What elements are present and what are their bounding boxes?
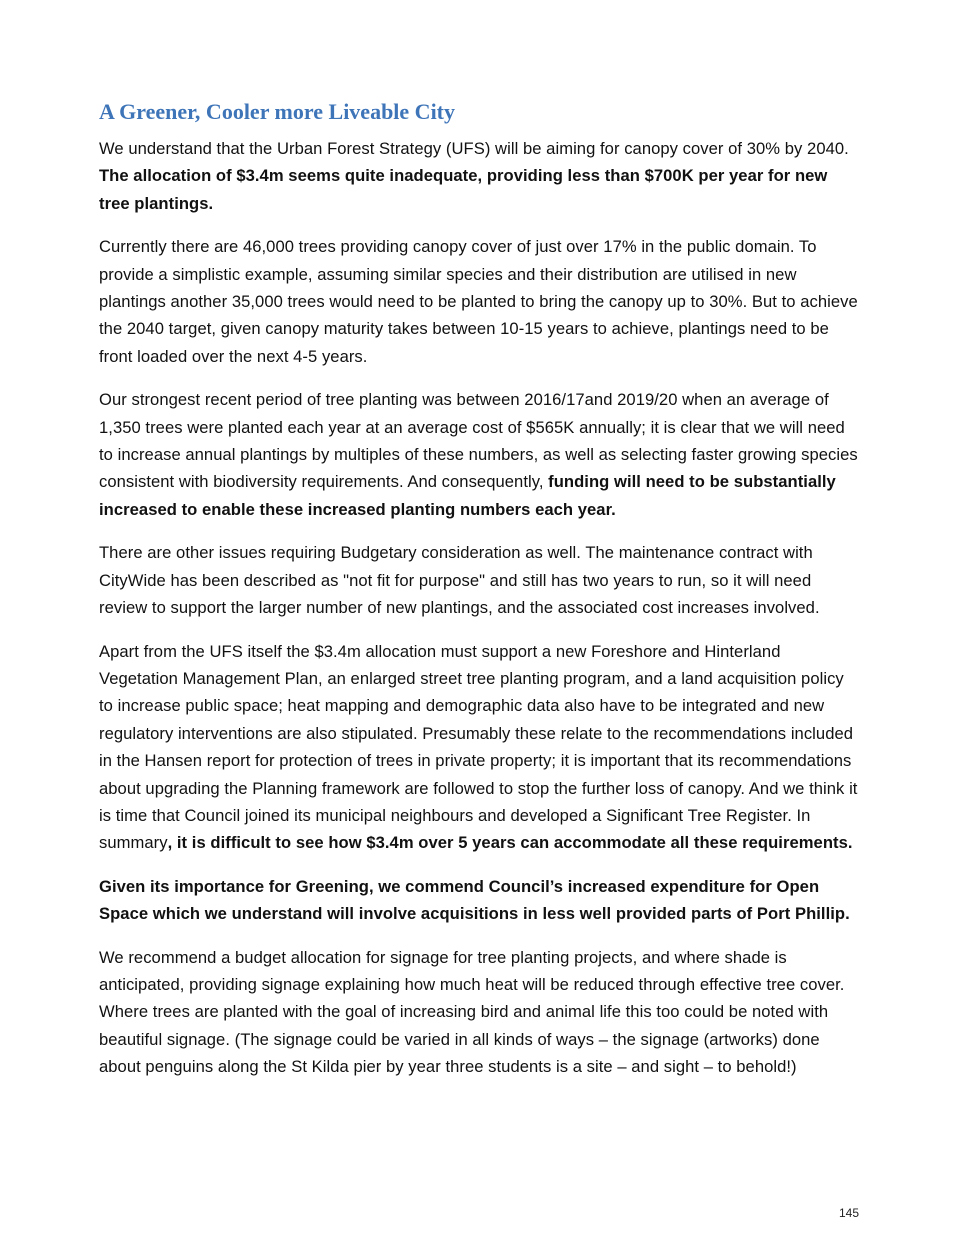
- paragraph-planting-history: [99, 386, 861, 523]
- paragraph-text: There are other issues requiring Budgetary consideration as well. The maintenance contract with CityWide has been described as "not fit for purpose" and still has two years to run, so it will need review to support the larger number of new plantings, and the associated cost increases involved.: [99, 543, 820, 618]
- paragraph-text: Currently there are 46,000 trees providing canopy cover of just over 17% in the public domain. To provide a simplistic example, assuming similar species and their distribution are utilised in new plantings another 35,000 trees would need to be planted to bring the canopy up to 30%. But to achieve the 2040 target, given canopy maturity takes between 10-15 years to achieve, plantings need to be front loaded over the next 4-5 years.: [99, 237, 858, 366]
- paragraph-bold-text: The allocation of $3.4m seems quite inadequate, providing less than $700K per year for new tree plantings.: [99, 166, 828, 213]
- section-heading: A Greener, Cooler more Liveable City: [99, 99, 456, 124]
- paragraph-allocation-requirements: [99, 638, 861, 857]
- paragraph-bold-text: Given its importance for Greening, we commend Council’s increased expenditure for Open Space which we understand will involve acquisitions in less well provided parts of Port Phillip.: [99, 876, 850, 924]
- paragraph-bold-text: funding will need to be substantially increased to enable these increased planting numbers each year.: [99, 472, 836, 519]
- paragraph-maintenance-contract: [99, 539, 861, 621]
- page-number: 145: [838, 1206, 859, 1220]
- paragraph-text: We recommend a budget allocation for signage for tree planting projects, and where shade is anticipated, providing signage explaining how much heat will be reduced through effective tree cover. Where trees are planted with the goal of increasing bird and animal life this too could be noted with beautiful signage. (The signage could be varied in all kinds of ways – the signage (artworks) done about penguins along the St Kilda pier by year three students is a site – and sight – to behold!): [99, 947, 845, 1077]
- paragraph-current-trees: [99, 233, 861, 370]
- paragraph-ufs-target: [99, 135, 861, 217]
- paragraph-signage: [99, 944, 861, 1081]
- paragraph-text: We understand that the Urban Forest Strategy (UFS) will be aiming for canopy cover of 30% by 2040.: [99, 139, 849, 158]
- paragraph-text: Apart from the UFS itself the $3.4m allocation must support a new Foreshore and Hinterland Vegetation Management Plan, an enlarged street tree planting program, and a land acquisition policy to increase public space; heat mapping and demographic data also have to be integrated and new regulatory interventions are also stipulated. Presumably these relate to the recommendations included in the Hansen report for protection of trees in private property; it is important that its recommendations about upgrading the Planning framework are followed to stop the further loss of canopy. And we think it is time that Council joined its municipal neighbours and developed a Significant Tree Register. In summary: [99, 641, 858, 853]
- paragraph-bold-text: , it is difficult to see how $3.4m over 5 years can accommodate all these requirements.: [167, 833, 853, 853]
- document-page: [99, 98, 861, 1097]
- paragraph-text: Our strongest recent period of tree planting was between 2016/17and 2019/20 when an average of 1,350 trees were planted each year at an average cost of $565K annually; it is clear that we will need to increase annual plantings by multiples of these numbers, as well as selecting faster growing species consistent with biodiversity requirements. And consequently,: [99, 390, 858, 492]
- paragraph-open-space: [99, 873, 861, 928]
